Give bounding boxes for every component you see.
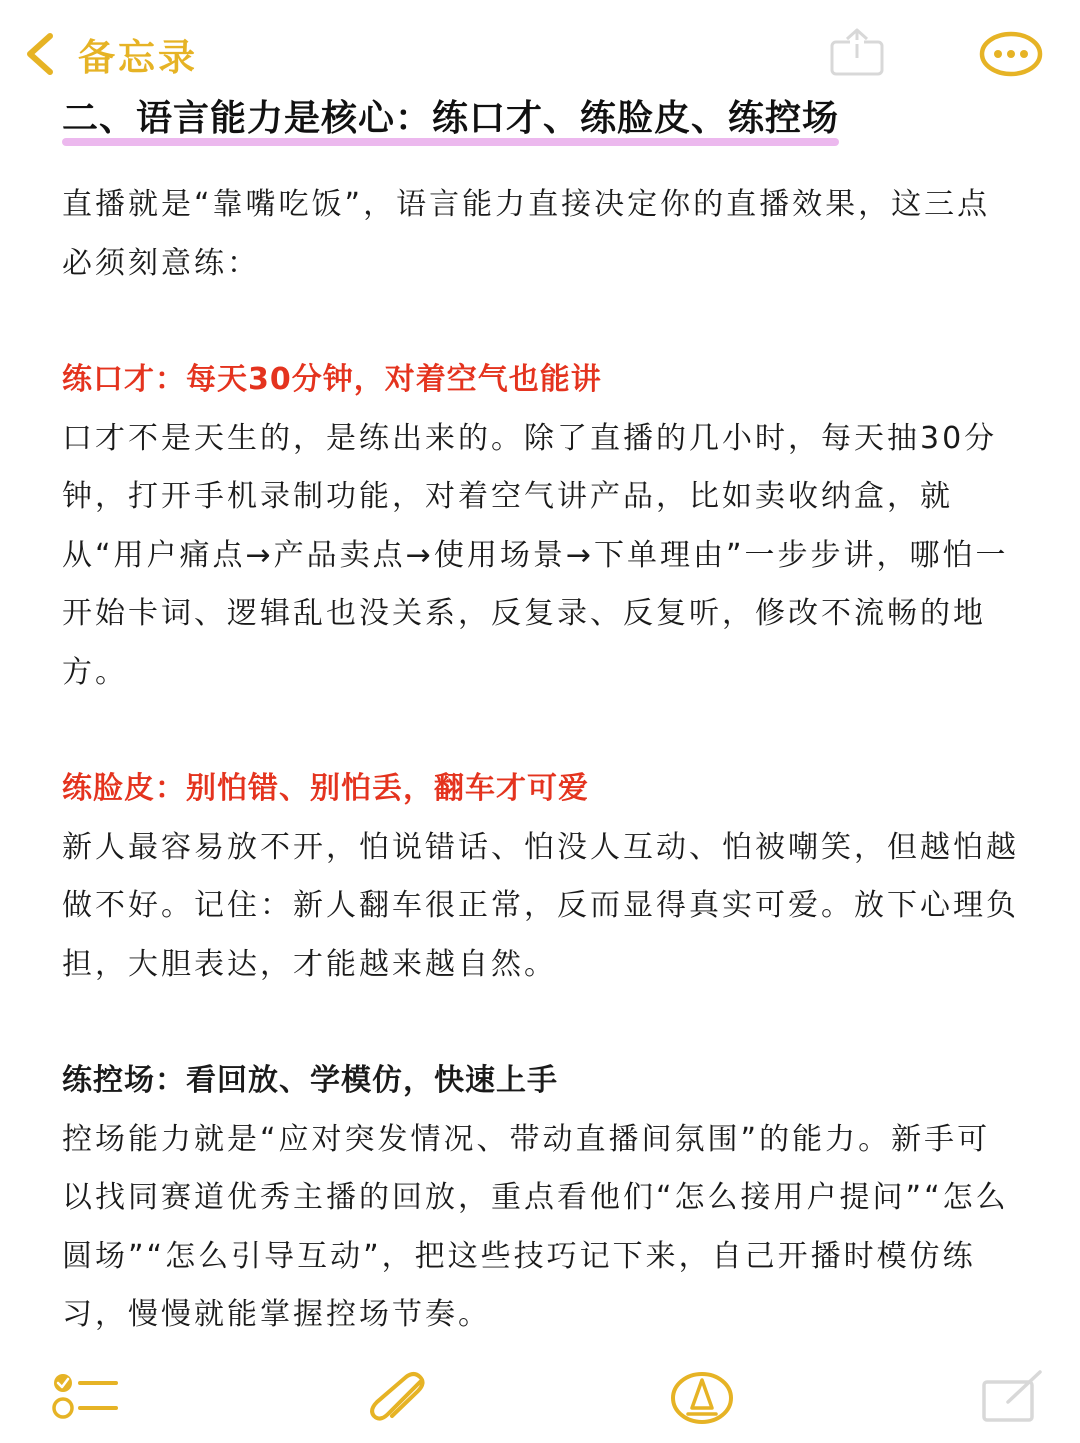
- section-heading-control: 练控场：看回放、学模仿，快速上手: [62, 1063, 558, 1098]
- checklist-icon[interactable]: [50, 1372, 120, 1420]
- spacer: [62, 994, 1022, 1052]
- note-title: 二、语言能力是核心：练口才、练脸皮、练控场: [62, 90, 839, 148]
- paperclip-icon[interactable]: [366, 1368, 428, 1426]
- section-body-control: 控场能力就是“应对突发情况、带动直播间氛围”的能力。新手可以找同赛道优秀主播的回放，重点看他们“怎么接用户提问”“怎么圆场”“怎么引导互动”，把这些技巧记下来，自己开播时模仿练习，慢慢就能掌握控场节奏。: [62, 1121, 1009, 1332]
- section-body-confidence: 新人最容易放不开，怕说错话、怕没人互动、怕被嘲笑，但越怕越做不好。记住：新人翻车很正常，反而显得真实可爱。放下心理负担，大胆表达，才能越来越自然。: [62, 829, 1019, 982]
- note-intro: 直播就是“靠嘴吃饭”，语言能力直接决定你的直播效果，这三点必须刻意练：: [62, 187, 991, 281]
- markup-pen-icon[interactable]: [670, 1370, 734, 1426]
- back-button[interactable]: [22, 28, 198, 80]
- section-heading-eloquence: 练口才：每天30分钟，对着空气也能讲: [62, 362, 602, 397]
- more-icon[interactable]: [978, 30, 1044, 78]
- spacer: [62, 293, 1022, 351]
- section-heading-confidence: 练脸皮：别怕错、别怕丢，翻车才可爱: [62, 771, 589, 806]
- bottom-toolbar: [0, 1360, 1080, 1443]
- note-content[interactable]: [62, 90, 1022, 1345]
- section-body-eloquence: 口才不是天生的，是练出来的。除了直播的几小时，每天抽30分钟，打开手机录制功能，对着空气讲产品，比如卖收纳盒，就从“用户痛点→产品卖点→使用场景→下单理由”一步步讲，哪怕一开始卡词、逻辑乱也没关系，反复录、反复听，修改不流畅的地方。: [62, 420, 1009, 690]
- spacer: [62, 702, 1022, 760]
- compose-icon[interactable]: [980, 1368, 1046, 1426]
- back-label: 备忘录: [78, 36, 198, 79]
- chevron-left-icon: [22, 32, 56, 76]
- top-navigation-bar: [0, 0, 1080, 100]
- share-icon[interactable]: [826, 26, 888, 78]
